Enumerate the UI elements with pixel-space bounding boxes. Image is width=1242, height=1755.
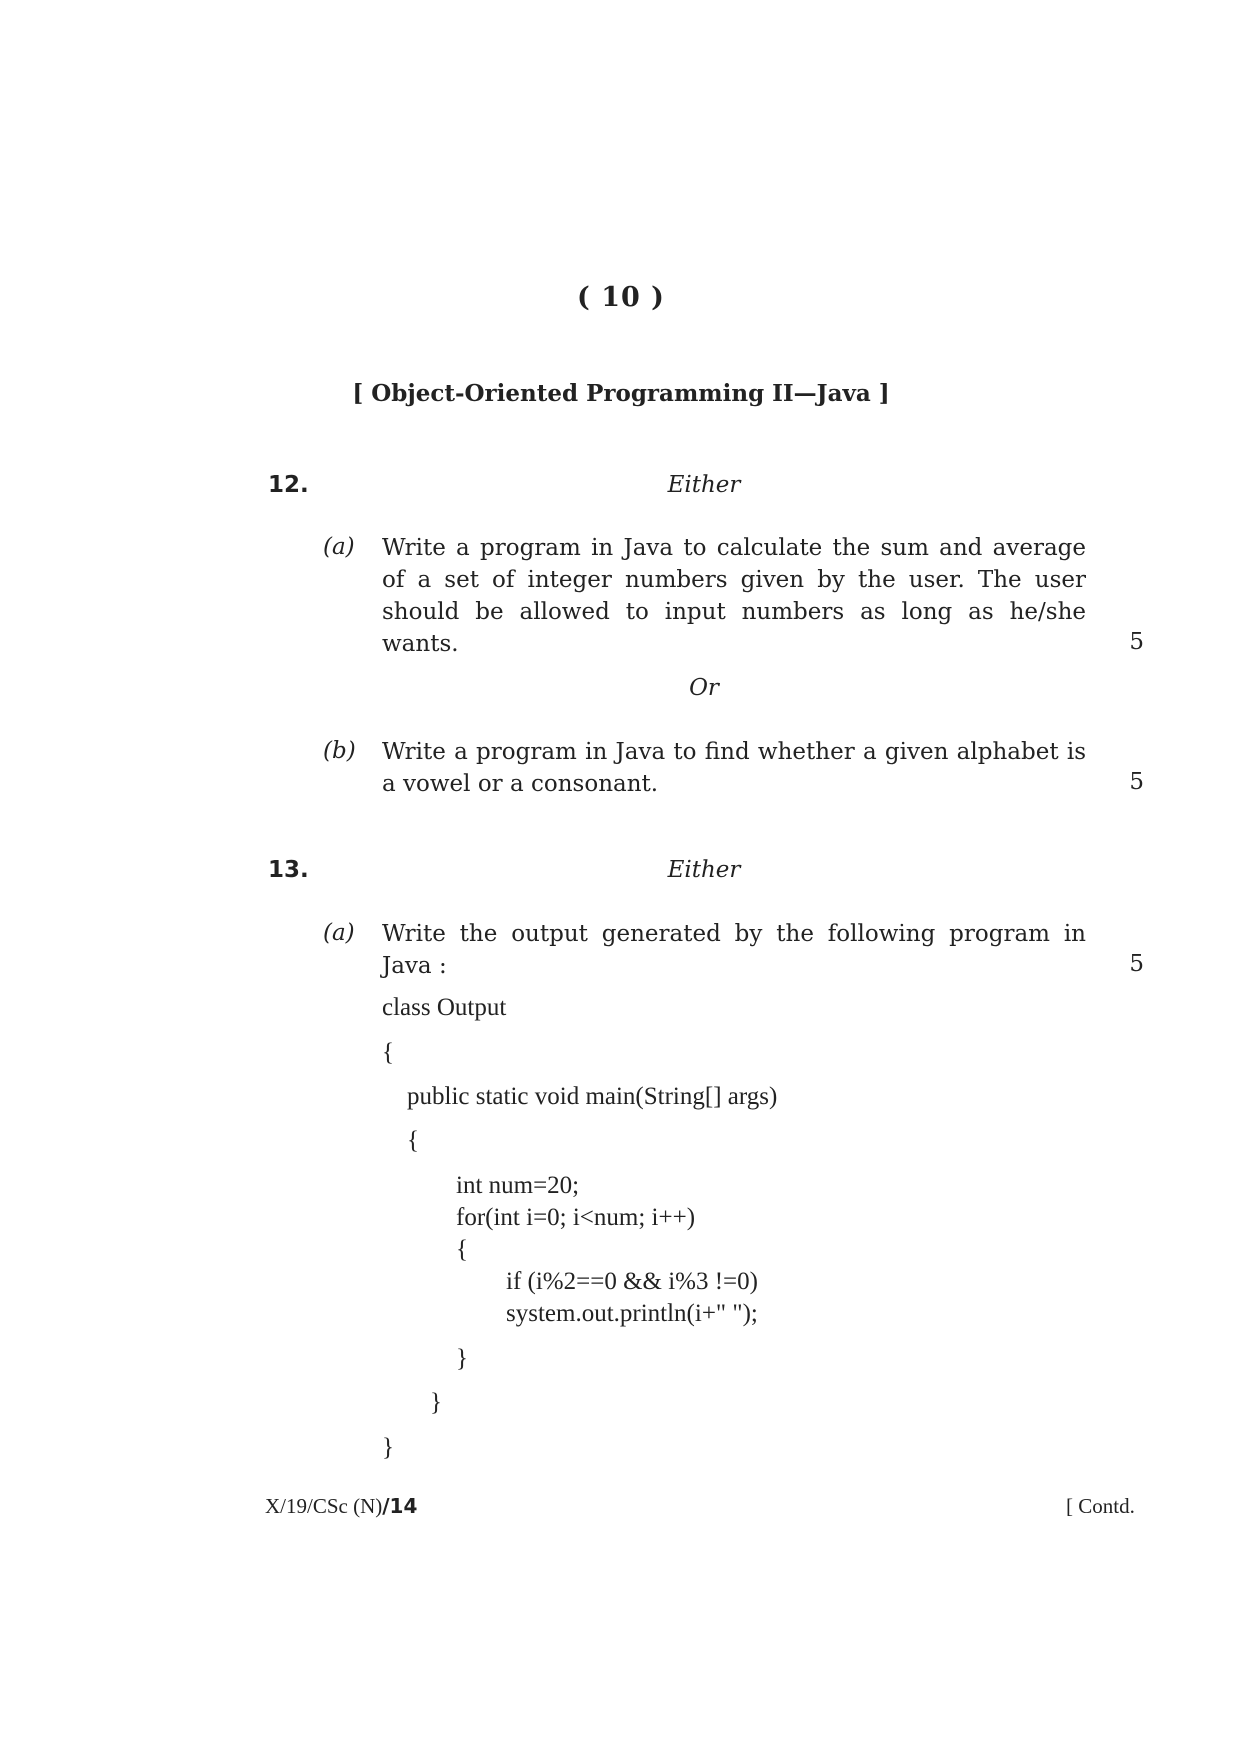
question-text-12a: Write a program in Java to calculate the sum and average of a set of integer numbers given by the user. The user should be allowed to input numbers as long as he/she wants. xyxy=(382,535,1086,657)
either-label-13: Either xyxy=(667,857,741,883)
contd-label: [ Contd. xyxy=(1066,1494,1135,1518)
paper-code-prefix: X/19/CSc (N) xyxy=(265,1494,383,1518)
either-label-12: Either xyxy=(667,472,741,498)
code-line-4: { xyxy=(407,1127,419,1154)
marks-13a: 5 xyxy=(1129,951,1144,977)
code-line-2: { xyxy=(382,1039,394,1066)
marks-12a: 5 xyxy=(1129,629,1144,655)
code-line-9: system.out.println(i+" "); xyxy=(506,1300,758,1327)
part-label-12b: (b) xyxy=(323,738,356,764)
paper-code xyxy=(265,1494,417,1519)
code-line-3: public static void main(String[] args) xyxy=(407,1083,778,1110)
code-line-8: if (i%2==0 && i%3 !=0) xyxy=(506,1268,758,1295)
code-line-11: } xyxy=(430,1389,442,1416)
question-number-13: 13. xyxy=(268,857,309,883)
part-label-12a: (a) xyxy=(323,534,355,560)
paper-code-suffix: /14 xyxy=(382,1494,418,1518)
question-text-12b: Write a program in Java to find whether a given alphabet is a vowel or a consonant. xyxy=(382,739,1086,797)
code-line-7: { xyxy=(456,1236,468,1263)
or-label-12: Or xyxy=(689,675,719,701)
code-line-10: } xyxy=(456,1345,468,1372)
code-line-5: int num=20; xyxy=(456,1172,580,1199)
code-line-6: for(int i=0; i<num; i++) xyxy=(456,1204,696,1231)
page-number: ( 10 ) xyxy=(577,282,665,313)
code-line-1: class Output xyxy=(382,994,507,1021)
question-number-12: 12. xyxy=(268,472,309,498)
part-label-13a: (a) xyxy=(323,920,355,946)
section-title: [ Object-Oriented Programming II—Java ] xyxy=(352,380,890,407)
question-text-13a: Write the output generated by the following program in Java : xyxy=(382,921,1086,979)
code-line-12: } xyxy=(382,1434,394,1461)
marks-12b: 5 xyxy=(1129,769,1144,795)
